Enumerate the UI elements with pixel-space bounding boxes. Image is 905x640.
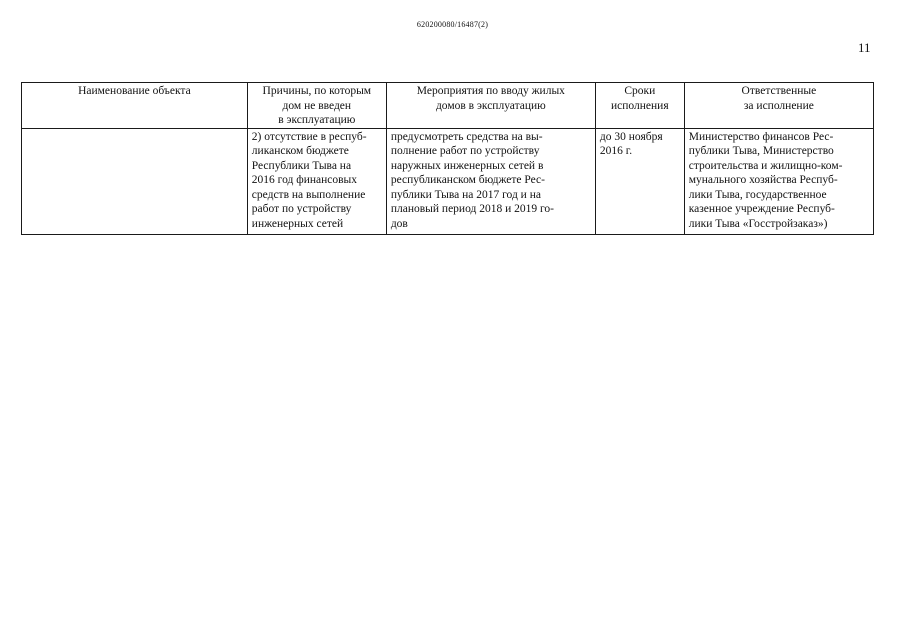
column-header-object: Наименование объекта	[22, 83, 248, 129]
column-header-measures: Мероприятия по вводу жилых домов в эксплуатацию	[386, 83, 595, 129]
cell-object	[22, 128, 248, 234]
table-header	[22, 83, 874, 129]
column-header-deadline: Сроки исполнения	[595, 83, 684, 129]
column-header-responsible: Ответственные за исполнение	[684, 83, 873, 129]
table-header-row	[22, 83, 874, 129]
cell-measures: предусмотреть средства на вы- полнение работ по устройству наружных инженерных сетей в республиканском бюджете Рес- публики Тыва на 2017 год и на плановый период 2018 и 2019 го- дов	[386, 128, 595, 234]
column-header-reason: Причины, по которым дом не введен в эксплуатацию	[247, 83, 386, 129]
cell-responsible: Министерство финансов Рес- публики Тыва, Министерство строительства и жилищно-ком- мунального хозяйства Респуб- лики Тыва, государственное казенное учреждение Респуб- лики Тыва «Госстройзаказ»)	[684, 128, 873, 234]
table-row	[22, 128, 874, 234]
measures-table	[21, 82, 874, 235]
cell-deadline: до 30 ноября 2016 г.	[595, 128, 684, 234]
table-body	[22, 128, 874, 234]
cell-reason: 2) отсутствие в респуб- ликанском бюджете Республики Тыва на 2016 год финансовых средств на выполнение работ по устройству инженерных сетей	[247, 128, 386, 234]
document-code: 620200080/16487(2)	[416, 20, 489, 29]
page-number: 11	[858, 40, 871, 55]
